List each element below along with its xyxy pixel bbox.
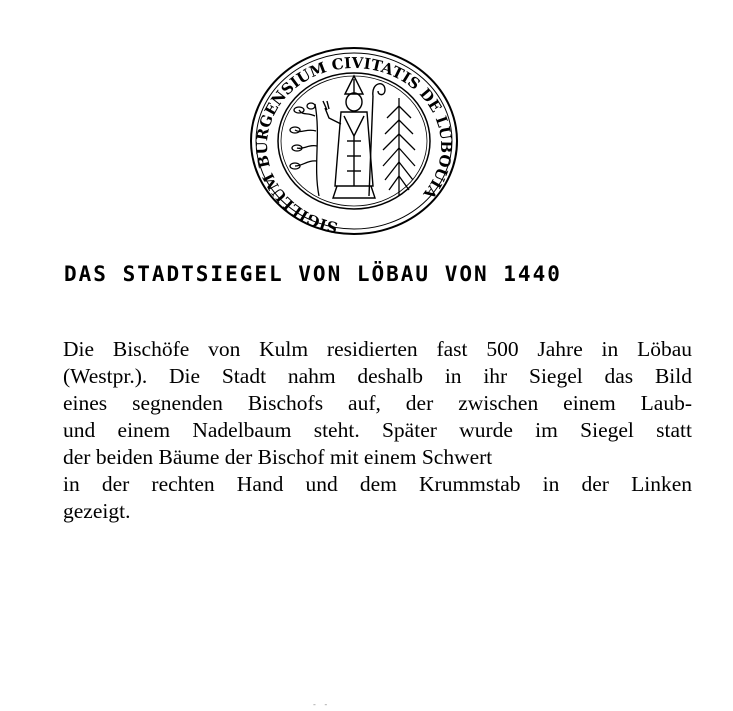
body-line: (Westpr.). Die Stadt nahm deshalb in ihr Siegel das Bild — [63, 364, 692, 388]
body-line: gezeigt. — [63, 499, 131, 523]
page-title: DAS STADTSIEGEL VON LÖBAU VON 1440 — [64, 262, 562, 286]
body-line: in der rechten Hand und dem Krummstab in der Linken — [63, 472, 692, 496]
body-line: und einem Nadelbaum steht. Später wurde im Siegel statt — [63, 418, 692, 442]
body-line: der beiden Bäume der Bischof mit einem Schwert — [63, 445, 493, 469]
seal-drawing — [249, 46, 459, 237]
bishop-figure — [323, 76, 385, 198]
city-seal-image — [249, 46, 459, 237]
conifer-tree — [383, 98, 415, 196]
footer-mark: - - — [313, 700, 331, 709]
body-line: eines segnenden Bischofs auf, der zwischen einem Laub- — [63, 391, 692, 415]
seal-inscription: SIGILLUM BURGENSIUM CIVITATIS DE LUBOUIA — [252, 53, 456, 237]
body-paragraph — [63, 336, 692, 525]
body-line: Die Bischöfe von Kulm residierten fast 500 Jahre in Löbau — [63, 337, 692, 361]
deciduous-tree — [290, 103, 319, 196]
